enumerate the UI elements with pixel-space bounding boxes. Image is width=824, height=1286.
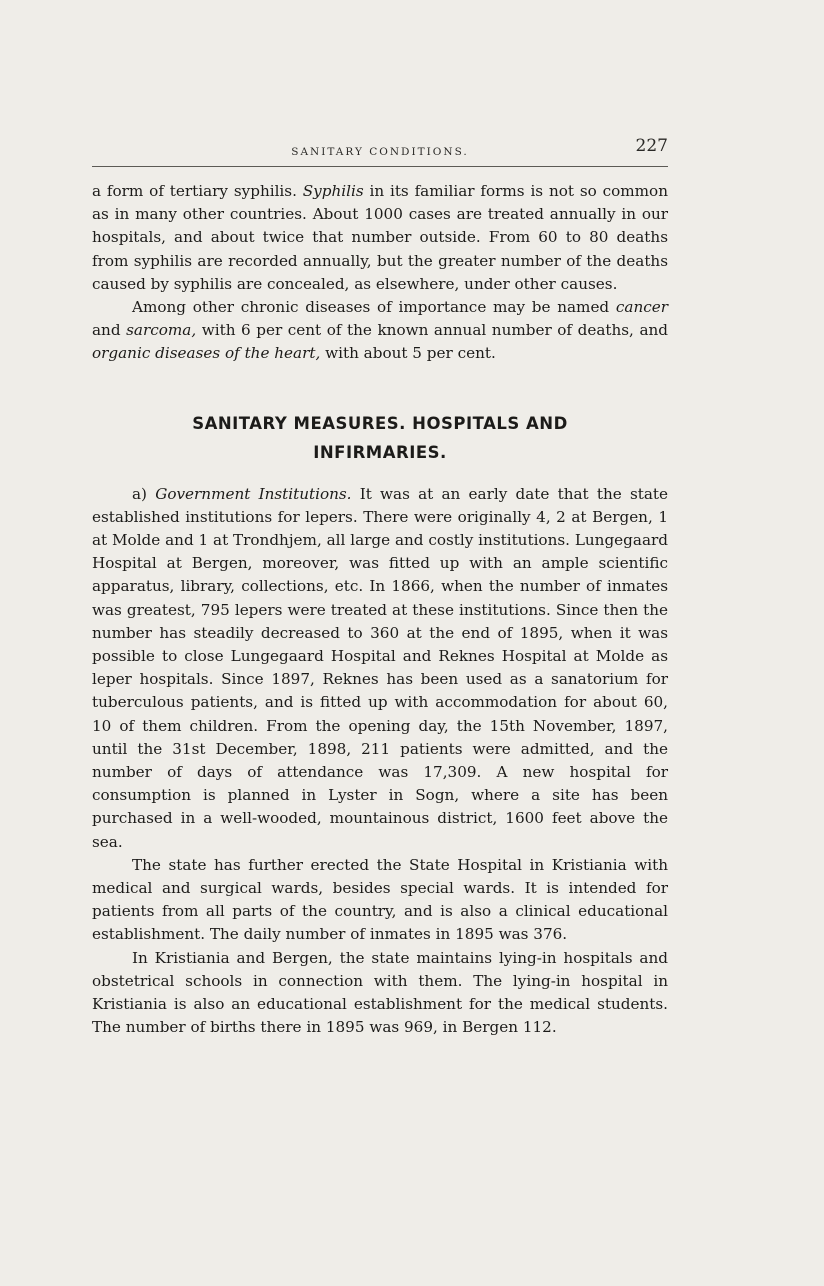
text-run: Among other chronic diseases of importance may be named	[132, 298, 616, 317]
running-head: SANITARY CONDITIONS.	[291, 146, 469, 158]
text-run: and	[92, 321, 127, 340]
text-run: with about 5 per cent.	[320, 344, 496, 363]
page-number: 227	[635, 136, 668, 156]
text-run: with 6 per cent of the known annual number of deaths, and	[196, 321, 668, 340]
section-heading: SANITARY MEASURES. HOSPITALS AND INFIRMARIES.	[192, 413, 568, 462]
text-run: It was at an early date that the state established institutions for lepers. There were originally 4, 2 at Bergen, 1 at Molde and 1 at Trondhjem, all large and costly institutions. Lungegaard Hospital at Bergen, moreover, was fitted up with an ample scientific apparatus, library, collections, etc. In 1866, when the number of inmates was greatest, 795 lepers were treated at these institutions. Since then the number has steadily decreased to 360 at the end of 1895, when it was possible to close Lungegaard Hospital and Reknes Hospital at Molde as leper hospitals. Since 1897, Reknes has been used as a sanatorium for tuberculous patients, and is fitted up with accommodation for about 60, 10 of them children. From the opening day, the 15th November, 1897, until the 31st December, 1898, 211 patients were admitted, and the number of days of attendance was 17,309. A new hospital for consumption is planned in Lyster in Sogn, where a site has been purchased in a well-wooded, mountainous district, 1600 feet above the sea.	[92, 484, 668, 851]
text-run: a)	[132, 484, 156, 503]
paragraph-chronic-diseases	[92, 296, 668, 366]
italic-term: sarcoma,	[126, 321, 197, 340]
paragraph-syphilis	[92, 180, 668, 296]
header-rule	[92, 166, 668, 167]
body-text	[92, 180, 668, 1040]
paragraph-government-institutions	[92, 483, 668, 854]
paragraph-state-hospital: The state has further erected the State Hospital in Kristiania with medical and surgical wards, besides special wards. It is intended for patients from all parts of the country, and is also a clinical educational establishment. The daily number of inmates in 1895 was 376.	[92, 855, 668, 944]
text-run: in its familiar forms is not so common as in many other countries. About 1000 cases are treated annually in our hospitals, and about twice that number outside. From 60 to 80 deaths from syphilis are recorded annually, but the greater number of the deaths caused by syphilis are concealed, as elsewhere, under other causes.	[92, 182, 668, 293]
page-header	[92, 136, 668, 164]
text-run: a form of tertiary syphilis.	[92, 182, 303, 200]
paragraph-lying-in-hospitals: In Kristiania and Bergen, the state maintains lying-in hospitals and obstetrical schools in connection with them. The lying-in hospital in Kristiania is also an educational establishment for the medical students. The number of births there in 1895 was 969, in Bergen 112.	[92, 948, 668, 1037]
italic-term: cancer	[615, 298, 668, 317]
italic-term: Government Institutions.	[155, 484, 352, 503]
italic-term: Syphilis	[302, 182, 364, 200]
italic-term: organic diseases of the heart,	[92, 344, 321, 363]
